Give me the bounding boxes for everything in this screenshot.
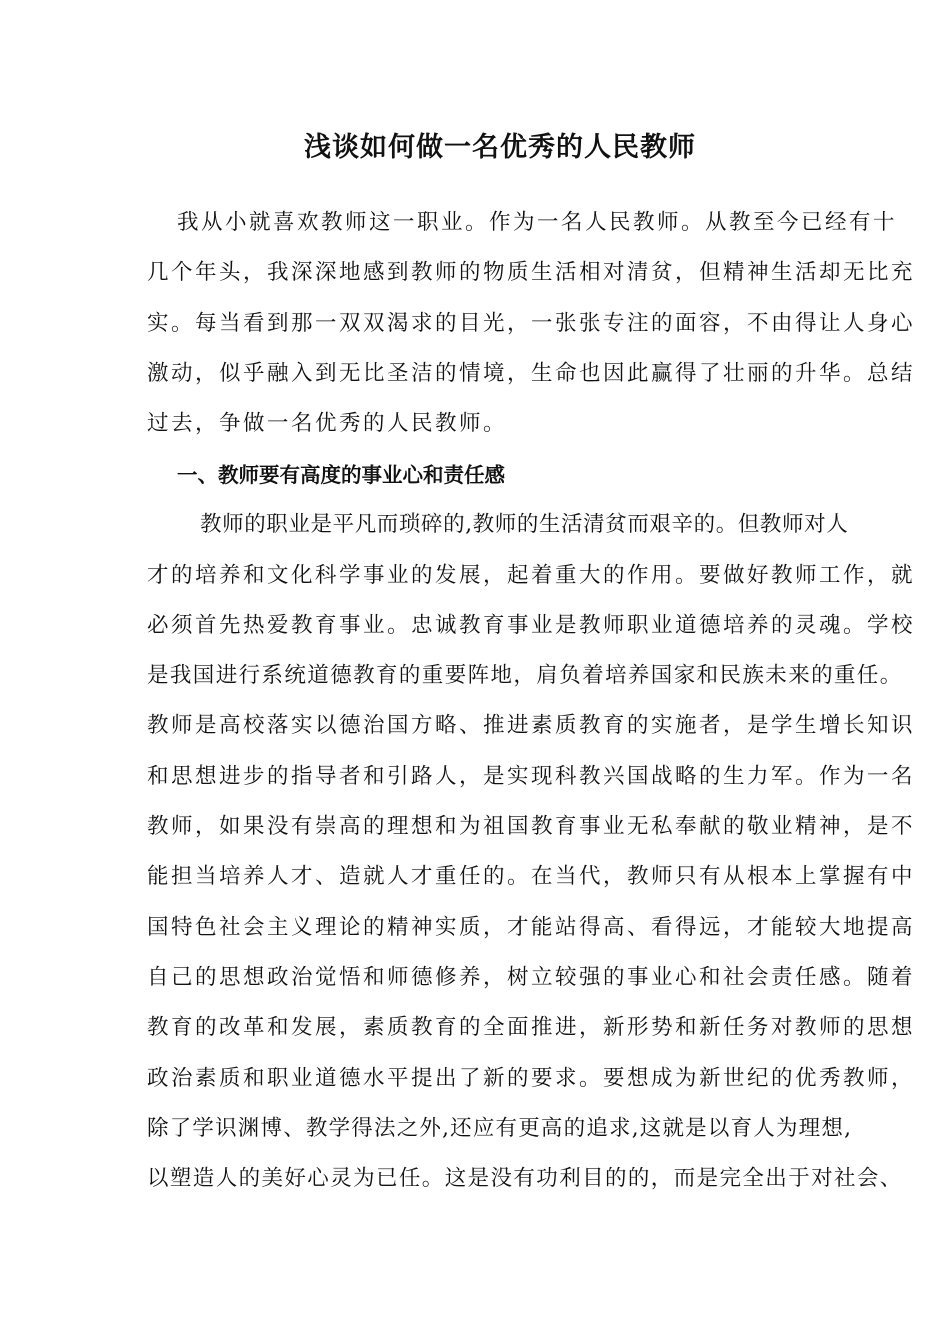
section-1-line-11: 教育的改革和发展，素质教育的全面推进，新形势和新任务对教师的思想	[147, 1015, 916, 1040]
section-1-line-9: 国特色社会主义理论的精神实质，才能站得高、看得远，才能较大地提高	[147, 915, 916, 940]
document-title: 浅谈如何做一名优秀的人民教师	[304, 132, 696, 163]
section-1-heading: 一、教师要有高度的事业心和责任感	[177, 463, 505, 487]
section-1-line-2: 才的培养和文化科学事业的发展，起着重大的作用。要做好教师工作，就	[147, 563, 916, 588]
intro-line-5: 过去，争做一名优秀的人民教师。	[147, 411, 508, 436]
section-1-line-1: 教师的职业是平凡而琐碎的,教师的生活清贫而艰辛的。但教师对人	[200, 512, 849, 537]
section-1-line-8: 能担当培养人才、造就人才重任的。在当代，教师只有从根本上掌握有中	[147, 864, 916, 889]
section-1-line-13: 除了学识渊博、教学得法之外,还应有更高的追求,这就是以育人为理想,	[147, 1116, 853, 1141]
intro-line-2: 几个年头，我深深地感到教师的物质生活相对清贫，但精神生活却无比充	[147, 260, 916, 285]
section-1-line-4: 是我国进行系统道德教育的重要阵地，肩负着培养国家和民族未来的重任。	[147, 663, 903, 688]
section-1-line-10: 自己的思想政治觉悟和师德修养，树立较强的事业心和社会责任感。随着	[147, 965, 916, 990]
intro-line-3: 实。每当看到那一双双渴求的目光，一张张专注的面容，不由得让人身心	[147, 311, 916, 336]
section-1-line-6: 和思想进步的指导者和引路人，是实现科教兴国战略的生力军。作为一名	[147, 764, 916, 789]
section-1-line-3: 必须首先热爱教育事业。忠诚教育事业是教师职业道德培养的灵魂。学校	[147, 613, 916, 638]
section-1-line-7: 教师，如果没有崇高的理想和为祖国教育事业无私奉献的敬业精神，是不	[147, 814, 916, 839]
intro-line-1: 我从小就喜欢教师这一职业。作为一名人民教师。从教至今已经有十	[177, 210, 898, 235]
section-1-line-5: 教师是高校落实以德治国方略、推进素质教育的实施者，是学生增长知识	[147, 713, 916, 738]
intro-line-4: 激动，似乎融入到无比圣洁的情境，生命也因此赢得了壮丽的升华。总结	[147, 361, 916, 386]
section-1-line-14: 以塑造人的美好心灵为已任。这是没有功利目的的，而是完全出于对社会、	[147, 1166, 903, 1191]
section-1-line-12: 政治素质和职业道德水平提出了新的要求。要想成为新世纪的优秀教师，	[147, 1066, 916, 1091]
